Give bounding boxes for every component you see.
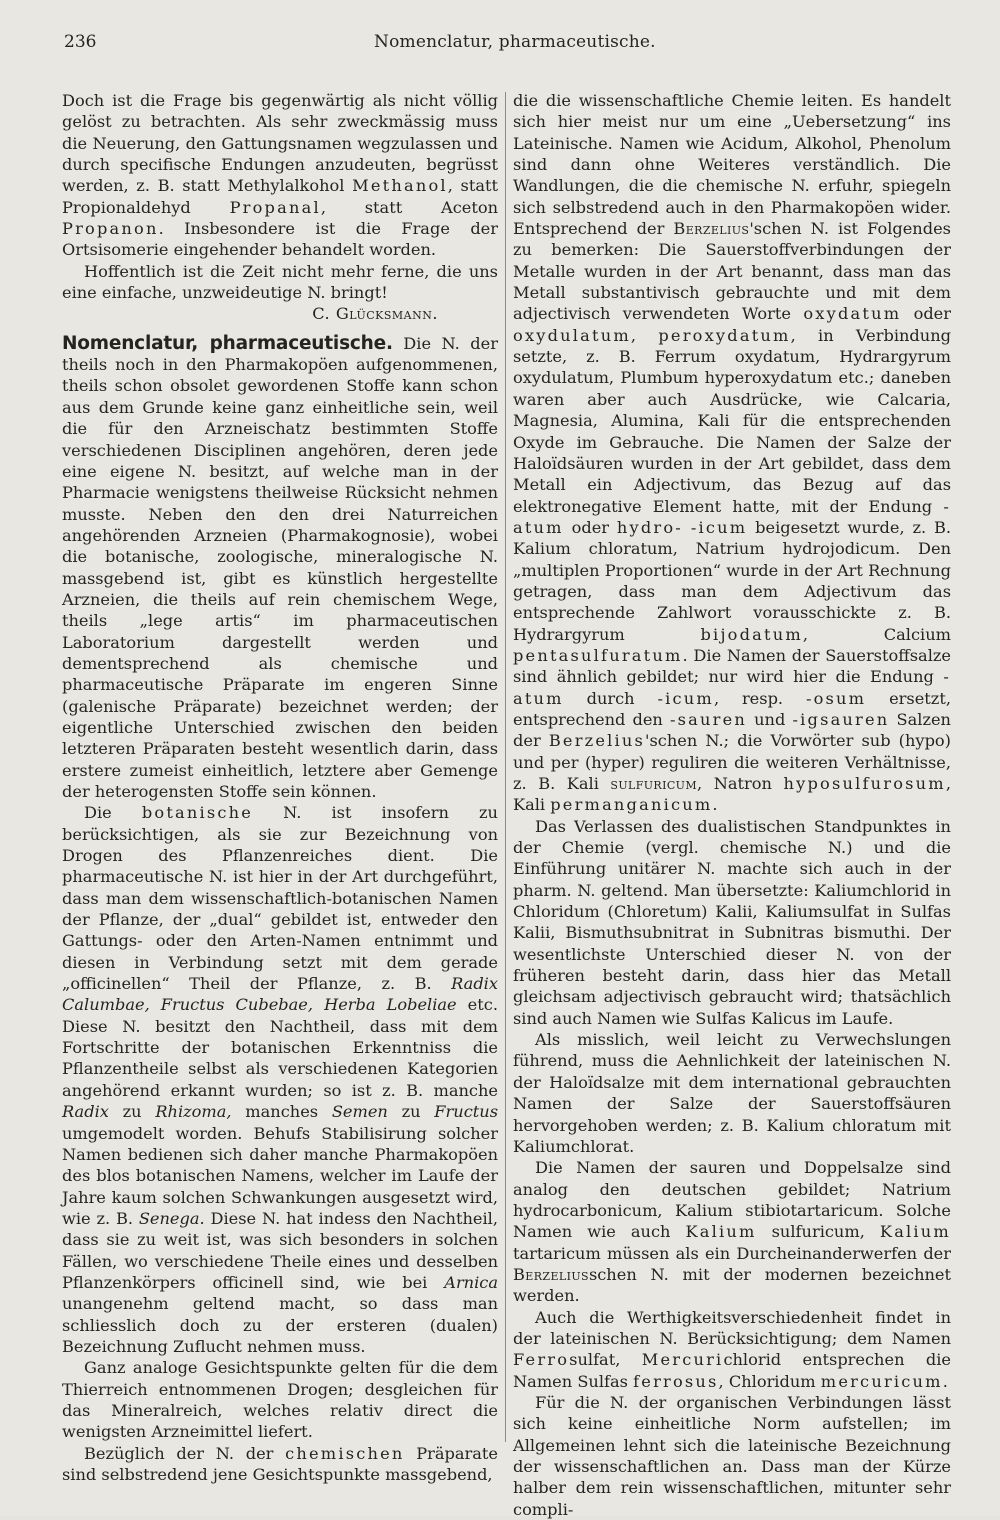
right-column: [513, 90, 951, 1520]
page-number: 236: [64, 32, 97, 52]
column-divider: [505, 92, 506, 1442]
paragraph: Als misslich, weil leicht zu Verwechslungen führend, muss die Aehnlichkeit der lateinischen N. der Haloïdsalze mit dem international gebrauchten Namen der Salze der Sauerstoffsäuren hervorgehoben werden; z. B. Kalium chloratum mit Kaliumchlorat.: [513, 1030, 951, 1156]
paragraph: Das Verlassen des dualistischen Standpunktes in der Chemie (vergl. chemische N.) und die Einführung unitärer N. machte sich auch in der pharm. N. geltend. Man übersetzte: Kaliumchlorid in Chloridum (Chloretum) Kalii, Kaliumsulfat in Sulfas Kalii, Bismuthsubnitrat in Subnitras bismuthi. Der wesentlichste Unterschied dieser N. von der früheren besteht darin, dass hier das Metall gleichsam adjectivisch gebraucht wird; thatsächlich sind auch Namen wie Sulfas Kalicus im Laufe.: [513, 816, 951, 1028]
paragraph: Die Namen der sauren und Doppelsalze sind analog den deutschen gebildet; Natrium hydrocarbonicum, Kalium stibiotartaricum. Solche Namen wie auch Kalium sulfuricum, Kalium tartaricum müssen als ein Durcheinanderwerfen der Berzeliusschen N. mit der modernen bezeichnet werden.: [513, 1158, 951, 1306]
page-header: [64, 32, 954, 62]
paragraph: Doch ist die Frage bis gegenwärtig als nicht völlig gelöst zu betrachten. Als sehr zweckmässig muss die Neuerung, den Gattungsnamen wegzulassen und durch specifische Endungen anzudeuten, begrüsst werden, z. B. statt Methylalkohol Methanol, statt Propionaldehyd Propanal, statt Aceton Propanon. Insbesondere ist die Frage der Ortsisomerie eingehender behandelt worden.: [62, 91, 499, 260]
paragraph: Die botanische N. ist insofern zu berücksichtigen, als sie zur Bezeichnung von Drogen des Pflanzenreiches dient. Die pharmaceutische N. ist hier in der Art durchgeführt, dass man dem wissenschaftlich-botanischen Namen der Pflanze, der „dual“ gebildet ist, entweder den Gattungs- oder den Arten-Namen entnimmt und diesen in Verbindung setzt mit dem gerade „officinellen“ Theil der Pflanze, z. B. Radix Calumbae, Fructus Cubebae, Herba Lobeliae etc. Diese N. besitzt den Nachtheil, dass mit dem Fortschritte der botanischen Erkenntniss die Pflanzentheile selbst als verschiedenen Kategorien angehörend erkannt wurden; so ist z. B. manche Radix zu Rhizoma, manches Semen zu Fructus umgemodelt worden. Behufs Stabilisirung solcher Namen bedienen sich daher manche Pharmakopöen des blos botanischen Namens, welcher im Laufe der Jahre kaum solchen Schwankungen ausgesetzt wird, wie z. B. Senega. Diese N. hat indess den Nachtheil, dass sie zu weit ist, was sich besonders in solchen Fällen, wo verschiedene Theile eines und desselben Pflanzenkörpers officinell sind, wie bei Arnica unangenehm geltend macht, so dass man schliesslich doch zu der ersteren (dualen) Bezeichnung Zuflucht nehmen muss.: [62, 803, 498, 1356]
entry-paragraph: Nomenclatur, pharmaceutische. Die N. der theils noch in den Pharmakopöen aufgenommenen, theils schon obsolet gewordenen Stoffe kann schon aus dem Grunde keine ganz einheitliche sein, weil die für den Arzneischatz bestimmten Stoffe verschiedenen Disciplinen angehören, deren jede eine eigene N. besitzt, auf welche man in der Pharmacie wenigstens theilweise Rücksicht nehmen musste. Neben den den drei Naturreichen angehörenden Arzneien (Pharmakognosie), wobei die botanische, zoologische, mineralogische N. massgebend ist, gibt es künstlich hergestellte Arzneien, die theils auf rein chemischem Wege, theils „lege artis“ im pharmaceutischen Laboratorium dargestellt werden und dementsprechend als chemische und pharmaceutische Präparate im engeren Sinne (galenische Präparate) bezeichnet werden; der eigentliche Unterschied zwischen den beiden letzteren Präparaten besteht wesentlich darin, dass erstere zumeist einheitlich, letztere aber Gemenge der heterogensten Stoffe sein können.: [62, 332, 498, 801]
entry-headword: Nomenclatur, pharmaceutische.: [62, 332, 393, 354]
paragraph: Hoffentlich ist die Zeit nicht mehr ferne, die uns eine einfache, unzweideutige N. bringt!: [62, 261, 498, 303]
running-head: Nomenclatur, pharmaceutische.: [374, 32, 656, 52]
paragraph: Ganz analoge Gesichtspunkte gelten für die dem Thierreich entnommenen Drogen; desgleichen für das Mineralreich, welches relativ direct die wenigsten Arzneimittel liefert.: [62, 1358, 498, 1442]
author-signature: C. Glücksmann.: [312, 304, 438, 324]
paragraph: Für die N. der organischen Verbindungen lässt sich keine einheitliche Norm aufstellen; im Allgemeinen lehnt sich die lateinische Bezeichnung der wissenschaftlichen an. Dass man der Kürze halber dem rein wissenschaftlichen, mitunter sehr compli-: [513, 1392, 951, 1519]
left-column: [62, 90, 498, 1485]
paragraph: die die wissenschaftliche Chemie leiten. Es handelt sich hier meist nur um eine „Uebersetzung“ ins Lateinische. Namen wie Acidum, Alkohol, Phenolum sind dann ohne Weiteres verständlich. Die Wandlungen, die die chemische N. erfuhr, spiegeln sich selbstredend auch in den Pharmakopöen wider. Entsprechend der Berzelius'schen N. ist Folgendes zu bemerken: Die Sauerstoffverbindungen der Metalle wurden in der Art benannt, dass man das Metall substantivisch gebrauchte und mit dem adjectivisch verwendeten Worte oxydatum oder oxydulatum, peroxydatum, in Verbindung setzte, z. B. Ferrum oxydatum, Hydrargyrum oxydulatum, Plumbum hyperoxydatum etc.; daneben waren aber auch Ausdrücke, wie Calcaria, Magnesia, Alumina, Kali für die entsprechenden Oxyde im Gebrauche. Die Namen der Salze der Haloïdsäuren wurden in der Art gebildet, dass dem Metall ein Adjectivum, das Bezug auf das elektronegative Element hatte, mit der Endung -atum oder hydro- -icum beigesetzt wurde, z. B. Kalium chloratum, Natrium hydrojodicum. Den „multiplen Proportionen“ wurde in der Art Rechnung getragen, dass man dem Adjectivum das entsprechende Zahlwort vorausschickte z. B. Hydrargyrum bijodatum, Calcium pentasulfuratum. Die Namen der Sauerstoffsalze sind ähnlich gebildet; nur wird hier die Endung -atum durch -icum, resp. -osum ersetzt, entsprechend den -sauren und -igsauren Salzen der Berzelius'schen N.; die Vorwörter sub (hypo) und per (hyper) reguliren die weiteren Verhältnisse, z. B. Kali sulfuricum, Natron hyposulfurosum, Kali permanganicum.: [513, 91, 952, 815]
paragraph: Bezüglich der N. der chemischen Präparate sind selbstredend jene Gesichtspunkte massgebend,: [62, 1443, 498, 1484]
paragraph: Auch die Werthigkeitsverschiedenheit findet in der lateinischen N. Berücksichtigung; dem Namen Ferrosulfat, Mercurichlorid entsprechen die Namen Sulfas ferrosus, Chloridum mercuricum.: [513, 1307, 951, 1391]
